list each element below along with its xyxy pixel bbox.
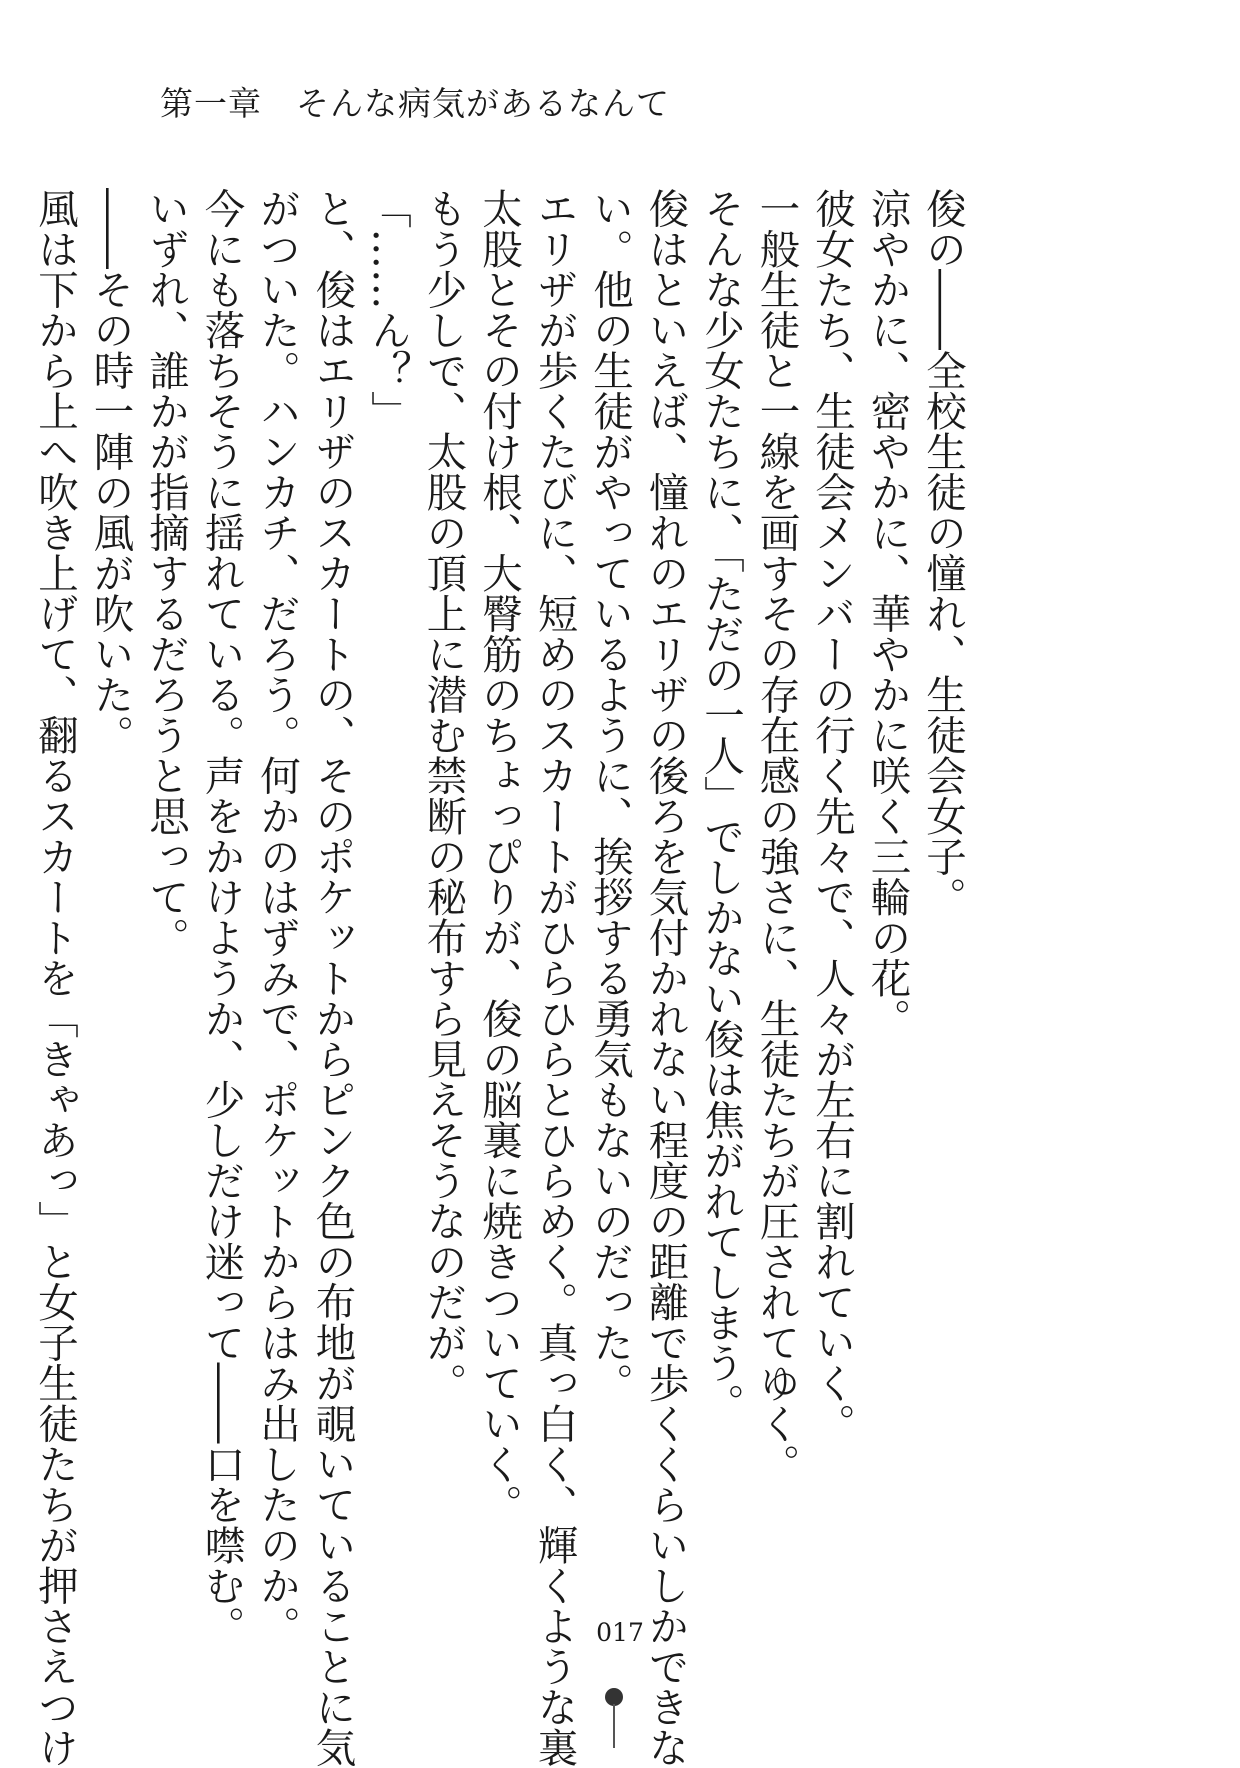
text-line: 太股とその付け根、大臀筋のちょっぴりが、俊の脳裏に焼きついていく。	[475, 188, 523, 1525]
text-line: 俊はといえば、憧れのエリザの後ろを気付かれない程度の距離で歩くくらいしかできな	[641, 188, 690, 1768]
text-line: もう少しで、太股の頂上に潜む禁断の秘布すら見えそうなのだが。	[419, 188, 468, 1403]
text-line: 涼やかに、密やかに、華やかに咲く三輪の花。	[863, 188, 912, 1039]
text-line: 風は下から上へ吹き上げて、翻るスカートを「きゃあっ」と女子生徒たちが押さえつけ	[31, 188, 79, 1768]
text-line: と、俊はエリザのスカートの、そのポケットからピンク色の布地が覗いていることに気	[308, 188, 357, 1768]
text-line: ――その時一陣の風が吹いた。	[86, 188, 135, 755]
text-line: 俊の――全校生徒の憧れ、生徒会女子。	[919, 188, 967, 917]
chapter-header: 第一章 そんな病気があるなんて	[160, 84, 670, 123]
page-mark-line	[613, 1704, 615, 1748]
text-line: い。他の生徒がやっているように、挨拶する勇気もないのだった。	[586, 188, 634, 1403]
text-line: 一般生徒と一線を画すその存在感の強さに、生徒たちが圧されてゆく。	[752, 188, 801, 1484]
text-line: 今にも落ちそうに揺れている。声をかけようか、少しだけ迷って――口を噤む。	[197, 188, 246, 1646]
text-line: そんな少女たちに、「ただの一人」でしかない俊は焦がれてしまう。	[697, 188, 745, 1424]
text-line: いずれ、誰かが指摘するだろうと思って。	[142, 188, 190, 958]
text-line: 彼女たち、生徒会メンバーの行く先々で、人々が左右に割れていく。	[808, 188, 856, 1444]
text-line: がついた。ハンカチ、だろう。何かのはずみで、ポケットからはみ出したのか。	[253, 188, 301, 1646]
text-line: 「……ん？」	[364, 188, 412, 431]
page-number: 017	[596, 1618, 644, 1647]
text-line: エリザが歩くたびに、短めのスカートがひらひらとひらめく。真っ白く、輝くような裏	[530, 188, 579, 1768]
